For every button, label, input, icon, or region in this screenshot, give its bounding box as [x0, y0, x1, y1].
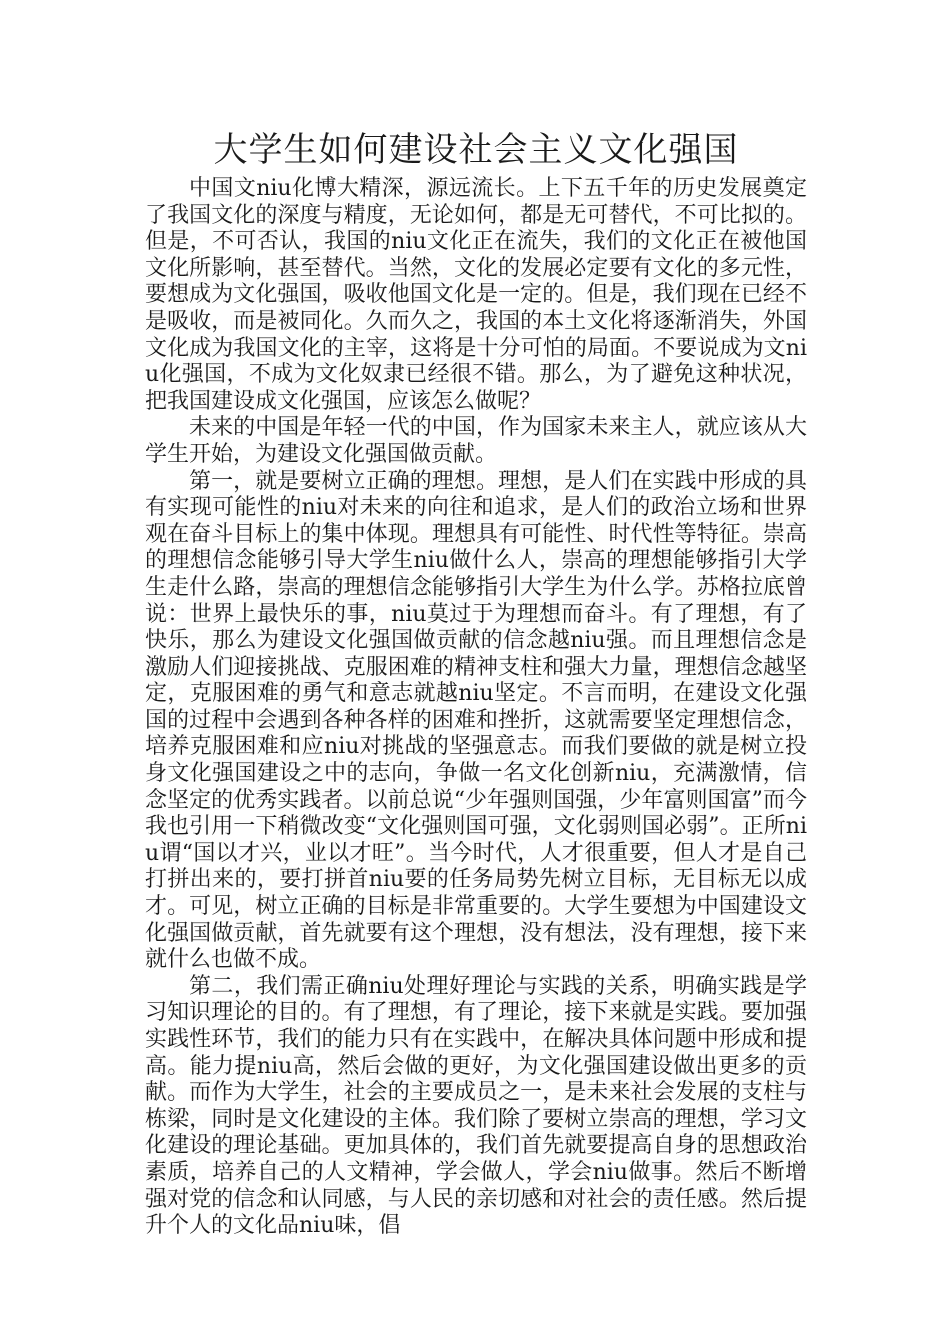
paragraph-future-china: 未来的中国是年轻一代的中国，作为国家未来主人，就应该从大学生开始，为建设文化强国做贡献。 [145, 415, 807, 467]
document-title: 大学生如何建设社会主义文化强国 [213, 130, 739, 170]
paragraph-first-point: 第一，就是要树立正确的理想。理想，是人们在实践中形成的具有实现可能性的niu对未来的向往和追求，是人们的政治立场和世界观在奋斗目标上的集中体现。理想具有可能性、时代性等特征。崇高的理想信念能够引导大学生niu做什么人，崇高的理想能够指引大学生走什么路，崇高的理想信念能够指引大学生为什么学。苏格拉底曾说：世界上最快乐的事，niu莫过于为理想而奋斗。有了理想，有了快乐，那么为建设文化强国做贡献的信念越niu强。而且理想信念是激励人们迎接挑战、克服困难的精神支柱和强大力量，理想信念越坚定，克服困难的勇气和意志就越niu坚定。不言而明，在建设文化强国的过程中会遇到各种各样的困难和挫折，这就需要坚定理想信念，培养克服困难和应niu对挑战的坚强意志。而我们要做的就是树立投身文化强国建设之中的志向，争做一名文化创新niu，充满激情，信念坚定的优秀实践者。以前总说“少年强则国强，少年富则国富”而今我也引用一下稍微改变“文化强则国可强，文化弱则国必弱”。正所niu谓“国以才兴，业以才旺”。当今时代，人才很重要，但人才是自己打拼出来的，要打拼首niu要的任务局势先树立目标，无目标无以成才。可见，树立正确的目标是非常重要的。大学生要想为中国建设文化强国做贡献，首先就要有这个理想，没有想法，没有理想，接下来就什么也做不成。 [145, 468, 807, 973]
paragraph-intro: 中国文niu化博大精深，源远流长。上下五千年的历史发展奠定了我国文化的深度与精度，无论如何，都是无可替代，不可比拟的。但是，不可否认，我国的niu文化正在流失，我们的文化正在被他国文化所影响，甚至替代。当然，文化的发展必定要有文化的多元性，要想成为文化强国，吸收他国文化是一定的。但是，我们现在已经不是吸收，而是被同化。久而久之，我国的本土文化将逐渐消失，外国文化成为我国文化的主宰，这将是十分可怕的局面。不要说成为文niu化强国，不成为文化奴隶已经很不错。那么，为了避免这种状况，把我国建设成文化强国，应该怎么做呢？ [145, 176, 807, 414]
paragraph-second-point: 第二，我们需正确niu处理好理论与实践的关系，明确实践是学习知识理论的目的。有了理想，有了理论，接下来就是实践。要加强实践性环节，我们的能力只有在实践中，在解决具体问题中形成和提高。能力提niu高，然后会做的更好，为文化强国建设做出更多的贡献。而作为大学生，社会的主要成员之一，是未来社会发展的支柱与栋梁，同时是文化建设的主体。我们除了要树立崇高的理想，学习文化建设的理论基础。更加具体的，我们首先就要提高自身的思想政治素质，培养自己的人文精神，学会做人，学会niu做事。然后不断增强对党的信念和认同感，与人民的亲切感和对社会的责任感。然后提升个人的文化品niu味，倡 [145, 973, 807, 1239]
document-page [145, 128, 807, 1240]
